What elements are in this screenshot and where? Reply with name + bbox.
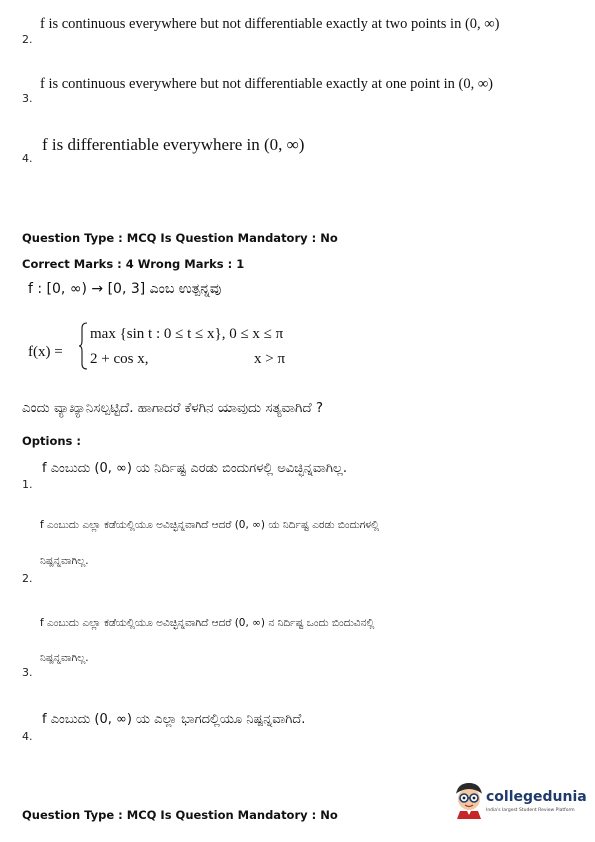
option-text-continued: ನಿಷ್ಪನ್ನವಾಗಿಲ್ಲ. bbox=[40, 555, 89, 567]
option-text: f is differentiable everywhere in (0, ∞) bbox=[42, 135, 305, 154]
option-text: f ಎಂಬುದು (0, ∞) ಯ ಎಲ್ಲಾ ಭಾಗದಲ್ಲಿಯೂ ನಿಷ್ಪನ್ನವಾಗಿದೆ. bbox=[42, 712, 306, 727]
option-text: f ಎಂಬುದು (0, ∞) ಯ ನಿರ್ದಿಷ್ಟ ಎರಡು ಬಿಂದುಗಳಲ್ಲಿ ಅವಿಚ್ಛಿನ್ನವಾಗಿಲ್ಲ. bbox=[42, 461, 348, 476]
option-text-continued: ನಿಷ್ಪನ್ನವಾಗಿಲ್ಲ. bbox=[40, 652, 89, 664]
logo-tagline: India's largest Student Review Platform bbox=[486, 808, 575, 813]
option-number: 3. bbox=[22, 666, 33, 679]
question-intro: f : [0, ∞) → [0, 3] ಎಂಬ ಉತ್ಪನ್ನವು bbox=[28, 281, 222, 297]
case-one: max {sin t : 0 ≤ t ≤ x}, 0 ≤ x ≤ π bbox=[90, 326, 284, 342]
next-question-type-line: Question Type : MCQ Is Question Mandatory : No bbox=[22, 808, 338, 822]
option-number: 2. bbox=[22, 33, 33, 46]
option-number: 4. bbox=[22, 730, 33, 743]
question-type-line: Question Type : MCQ Is Question Mandatory : No bbox=[22, 231, 338, 245]
left-brace bbox=[78, 322, 88, 370]
option-text: f is continuous everywhere but not differentiable exactly at two points in (0, ∞) bbox=[40, 16, 500, 32]
logo-wordmark: collegedunia bbox=[486, 789, 587, 805]
option-text: f ಎಂಬುದು ಎಲ್ಲಾ ಕಡೆಯಲ್ಲಿಯೂ ಅವಿಚ್ಛಿನ್ನವಾಗಿದೆ ಆದರೆ (0, ∞) ನ ನಿರ್ದಿಷ್ಟ ಒಂದು ಬಿಂದುವಿನಲ್ಲಿ bbox=[40, 617, 375, 629]
options-label: Options : bbox=[22, 434, 81, 448]
collegedunia-logo bbox=[452, 781, 592, 821]
option-number: 1. bbox=[22, 478, 33, 491]
student-mascot-icon bbox=[452, 781, 486, 819]
case-two-condition: x > π bbox=[254, 351, 286, 367]
function-label: f(x) = bbox=[28, 344, 63, 360]
option-number: 4. bbox=[22, 152, 33, 165]
option-number: 3. bbox=[22, 92, 33, 105]
case-two: 2 + cos x, bbox=[90, 351, 149, 367]
question-statement: ಎಂದು ವ್ಯಾಖ್ಯಾನಿಸಲ್ಪಟ್ಟಿದೆ. ಹಾಗಾದರೆ ಕೆಳಗಿನ ಯಾವುದು ಸತ್ಯವಾಗಿದೆ ? bbox=[22, 400, 324, 416]
marks-line: Correct Marks : 4 Wrong Marks : 1 bbox=[22, 257, 245, 271]
option-text: f is continuous everywhere but not differentiable exactly at one point in (0, ∞) bbox=[40, 76, 493, 92]
option-text: f ಎಂಬುದು ಎಲ್ಲಾ ಕಡೆಯಲ್ಲಿಯೂ ಅವಿಚ್ಛಿನ್ನವಾಗಿದೆ ಆದರೆ (0, ∞) ಯ ನಿರ್ದಿಷ್ಟ ಎರಡು ಬಿಂದುಗಳಲ್ಲಿ bbox=[40, 519, 380, 531]
option-number: 2. bbox=[22, 572, 33, 585]
